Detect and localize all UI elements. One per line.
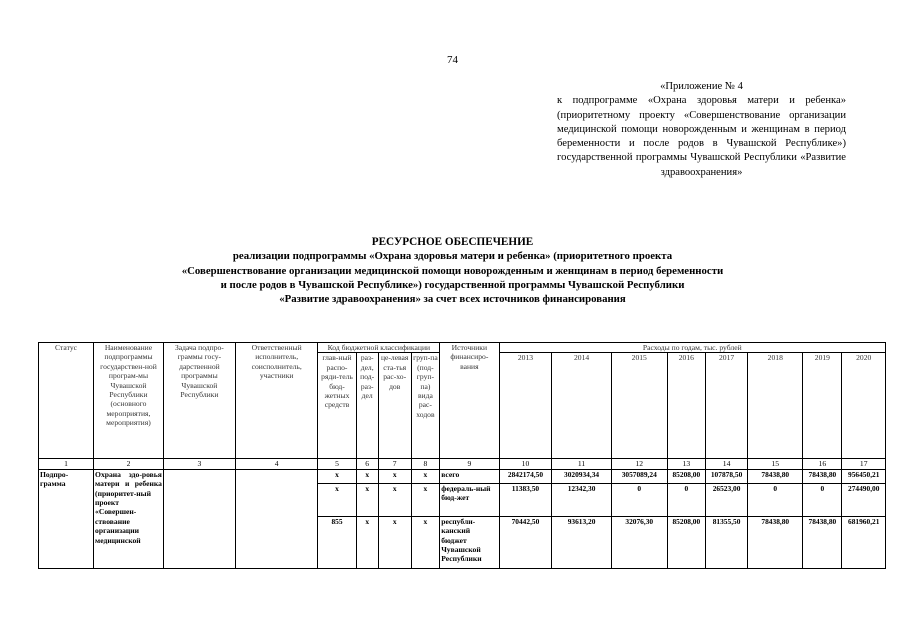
column-number: 16 [803,459,842,469]
appendix-block [557,80,846,180]
column-number: 3 [163,459,235,469]
heading-title: РЕСУРСНОЕ ОБЕСПЕЧЕНИЕ [371,236,534,248]
table-row [39,469,886,483]
column-number: 7 [378,459,411,469]
page-number: 74 [447,54,458,66]
value-cell: 956450,21 [842,469,886,483]
column-number: 5 [318,459,356,469]
code-target-cell: x [378,516,411,568]
resource-table [38,342,886,569]
heading-line: «Совершенствование организации медицинской помощи новорожденным и женщинам в период беременности [181,264,724,277]
header-year: 2016 [667,353,705,459]
column-number: 10 [499,459,552,469]
appendix-body: к подпрограмме «Охрана здоровья матери и ребенка» (приоритетному проекту «Совершенствование организации медицинской помощи новорожденным и женщинам в период беременности и после родов в Чувашской Республике») государственной программы Чувашской Республики «Развитие здравоохранения» [557,95,846,178]
value-cell: 26523,00 [705,483,747,516]
appendix-title: «Приложение № 4 [660,81,743,92]
header-expenses: Расходы по годам, тыс. рублей [499,343,886,353]
column-number: 13 [667,459,705,469]
heading-line: и после родов в Чувашской Республике») государственной программы Чувашской Республики [220,278,685,291]
value-cell: 107878,50 [705,469,747,483]
header-code-main: глав-ный распо-ряди-тель бюд-жетных средств [318,353,356,459]
code-section-cell: x [356,469,378,483]
header-code-group: груп-па (под-груп-па) вида рас-ходов [411,353,440,459]
value-cell: 70442,50 [499,516,552,568]
column-number: 1 [39,459,94,469]
column-number: 9 [440,459,499,469]
column-number: 14 [705,459,747,469]
task-cell [163,469,235,568]
code-main-cell: 855 [318,516,356,568]
header-status: Статус [39,343,94,459]
value-cell: 32076,30 [611,516,667,568]
value-cell: 11383,50 [499,483,552,516]
heading-line: реализации подпрограммы «Охрана здоровья матери и ребенка» (приоритетного проекта [232,250,673,263]
value-cell: 3057089,24 [611,469,667,483]
column-number: 15 [748,459,803,469]
header-year: 2018 [748,353,803,459]
document-heading [0,235,905,306]
subprogram-name-cell: Охрана здо-ровья матери и ребенка (приоритет-ный проект «Совершен-ствование организации медицинской [94,469,164,568]
status-cell: Подпро-грамма [39,469,94,568]
value-cell: 78438,80 [748,469,803,483]
value-cell: 0 [803,483,842,516]
header-year: 2013 [499,353,552,459]
column-number: 2 [94,459,164,469]
header-responsible: Ответственный исполнитель, соисполнитель, участники [235,343,318,459]
value-cell: 0 [611,483,667,516]
value-cell: 681960,21 [842,516,886,568]
code-target-cell: x [378,469,411,483]
code-target-cell: x [378,483,411,516]
header-name: Наименование подпрограммы государствен-ной програм-мы Чувашской Республики (основного мероприятия, мероприятия) [94,343,164,459]
header-year: 2015 [611,353,667,459]
column-number: 12 [611,459,667,469]
source-cell: республи-канский бюджет Чувашской Республики [440,516,499,568]
header-year: 2020 [842,353,886,459]
header-row [39,343,886,353]
value-cell: 274490,00 [842,483,886,516]
header-sources: Источники финансиро-вания [440,343,499,459]
value-cell: 0 [748,483,803,516]
column-number: 4 [235,459,318,469]
value-cell: 81355,50 [705,516,747,568]
value-cell: 78438,80 [748,516,803,568]
code-section-cell: x [356,516,378,568]
header-task: Задача подпро-граммы госу-дарственной программы Чувашской Республики [163,343,235,459]
code-group-cell: x [411,516,440,568]
column-number: 17 [842,459,886,469]
code-main-cell: x [318,469,356,483]
column-number: 11 [552,459,611,469]
value-cell: 85208,00 [667,469,705,483]
value-cell: 12342,30 [552,483,611,516]
header-budget-code: Код бюджетной классификации [318,343,440,353]
code-group-cell: x [411,483,440,516]
code-section-cell: x [356,483,378,516]
source-cell: федераль-ный бюд-жет [440,483,499,516]
source-cell: всего [440,469,499,483]
value-cell: 85208,00 [667,516,705,568]
code-group-cell: x [411,469,440,483]
column-number: 8 [411,459,440,469]
value-cell: 2842174,50 [499,469,552,483]
value-cell: 0 [667,483,705,516]
responsible-cell [235,469,318,568]
column-number: 6 [356,459,378,469]
header-year: 2019 [803,353,842,459]
value-cell: 78438,80 [803,516,842,568]
value-cell: 78438,80 [803,469,842,483]
value-cell: 3020934,34 [552,469,611,483]
heading-line: «Развитие здравоохранения» за счет всех источников финансирования [279,293,626,306]
header-year: 2017 [705,353,747,459]
code-main-cell: x [318,483,356,516]
header-year: 2014 [552,353,611,459]
column-number-row [39,459,886,469]
value-cell: 93613,20 [552,516,611,568]
header-code-section: раз-дел, под-раз-дел [356,353,378,459]
header-code-target: це-левая ста-тья рас-хо-дов [378,353,411,459]
